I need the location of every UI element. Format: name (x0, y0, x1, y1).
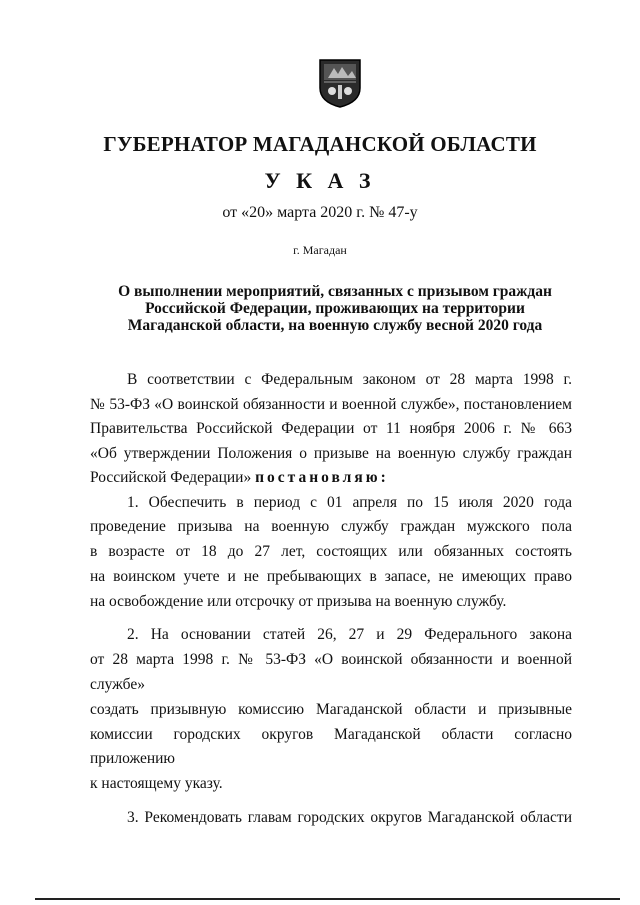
place-of-issue: г. Магадан (293, 243, 347, 257)
text-line: 1. Обеспечить в период с 01 апреля по 15 июля 2020 года (127, 493, 572, 511)
text-line: 3. Рекомендовать главам городских округов Магаданской области (127, 809, 572, 827)
text-line: В соответствии с Федеральным законом от 28 марта 1998 г. (127, 371, 572, 388)
document-date-number: от «20» марта 2020 г. № 47-у (222, 204, 418, 221)
text-line: к настоящему указу. (90, 775, 223, 793)
decree-subject (115, 283, 555, 334)
text-line: комиссии городских округов Магаданской области согласно приложению (90, 725, 572, 768)
text-line (90, 466, 572, 491)
text-line: в возрасте от 18 до 27 лет, состоящих или обязанных состоять (90, 543, 572, 561)
text-line: на воинском учете и не пребывающих в запасе, не имеющих право (90, 567, 572, 585)
subject-line: Российской Федерации, проживающих на территории (145, 300, 525, 317)
text-line: «Об утверждении Положения о призыве на военную службу граждан (90, 444, 572, 462)
subject-line: О выполнении мероприятий, связанных с призывом граждан (118, 283, 552, 300)
page-bottom-edge (35, 898, 620, 900)
preamble-paragraph (90, 368, 572, 491)
item-3-paragraph (90, 806, 572, 830)
text-line: проведение призыва на военную службу граждан мужского пола (90, 518, 572, 536)
decree-body (90, 368, 572, 830)
document-type: У К А З (264, 168, 376, 193)
text-line: Правительства Российской Федерации от 11 ноября 2006 г. № 663 (90, 420, 572, 437)
text-line: № 53-ФЗ «О воинской обязанности и военной службе», постановлением (90, 395, 572, 413)
preamble-last-line-text: Российской Федерации» (90, 469, 252, 486)
coat-of-arms-icon (318, 58, 362, 109)
text-line: от 28 марта 1998 г. № 53-ФЗ «О воинской обязанности и военной службе» (90, 651, 572, 694)
item-1-paragraph (90, 491, 572, 615)
issuing-authority: ГУБЕРНАТОР МАГАДАНСКОЙ ОБЛАСТИ (103, 132, 537, 156)
item-2-paragraph (90, 623, 572, 797)
text-line: создать призывную комиссию Магаданской области и призывные (90, 700, 572, 718)
text-line: на освобождение или отсрочку от призыва на военную службу. (90, 592, 507, 610)
text-line: 2. На основании статей 26, 27 и 29 Федерального закона (127, 626, 572, 644)
decree-keyword: постановляю: (255, 469, 389, 486)
subject-line: Магаданской области, на военную службу весной 2020 года (127, 317, 543, 334)
